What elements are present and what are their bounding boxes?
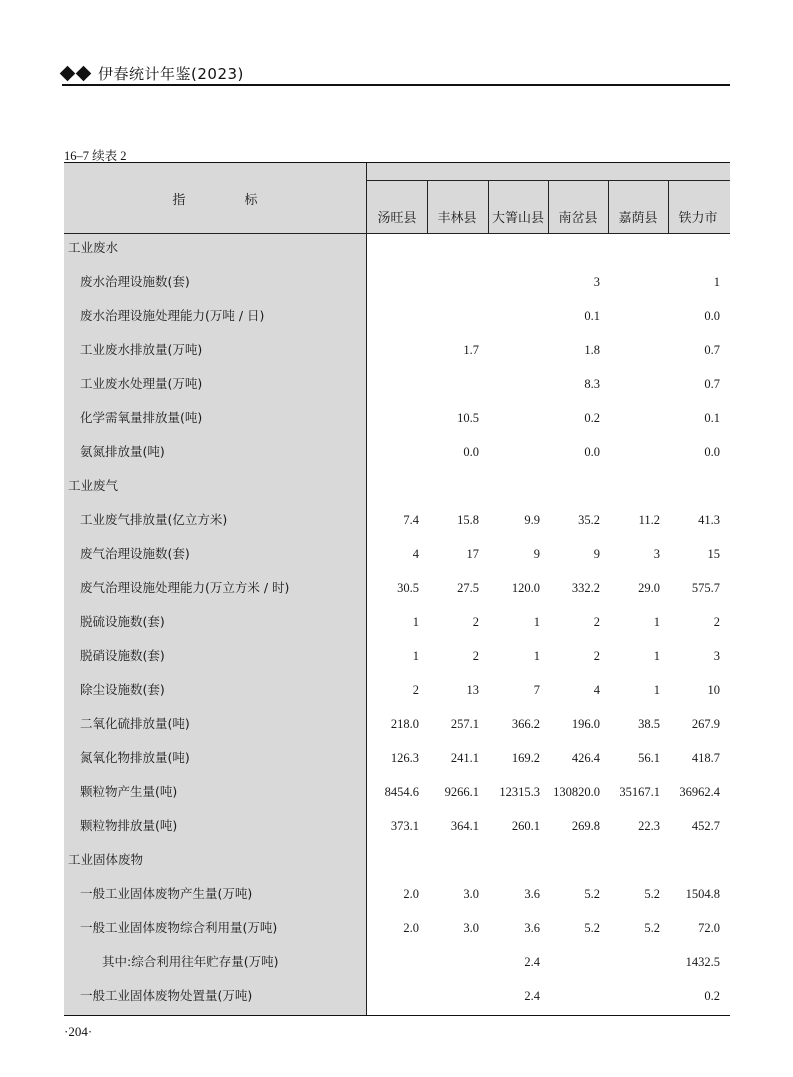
cell-value (427, 265, 479, 299)
cell-value (367, 979, 419, 1013)
cell-value: 2.4 (524, 989, 540, 1003)
diamond-icon (76, 65, 92, 81)
table-row (64, 367, 730, 401)
cell-value (608, 469, 660, 503)
indicator-label: 废水治理设施数(套) (80, 274, 190, 289)
cell-value (668, 843, 720, 877)
section-row (64, 469, 730, 503)
cell-value: 3.6 (524, 887, 540, 901)
cell-value: 12315.3 (499, 785, 540, 799)
cell-value: 3 (713, 649, 720, 663)
section-label: 工业固体废物 (68, 852, 144, 867)
cell-value: 72.0 (698, 921, 720, 935)
cell-value (488, 435, 540, 469)
cell-value: 1 (653, 615, 660, 629)
cell-value: 2.4 (524, 955, 540, 969)
cell-value: 35167.1 (619, 785, 660, 799)
indicator-label: 二氧化硫排放量(吨) (80, 716, 190, 731)
cell-value: 1504.8 (685, 887, 720, 901)
cell-value: 5.2 (584, 921, 600, 935)
column-header: 南岔县 (558, 210, 598, 226)
cell-value: 0.1 (584, 309, 600, 323)
cell-value (367, 401, 419, 435)
table-row (64, 673, 730, 707)
indicator-label: 氨氮排放量(吨) (80, 444, 165, 459)
table-row (64, 809, 730, 843)
table-row (64, 503, 730, 537)
cell-value: 29.0 (638, 581, 660, 595)
indicator-label: 工业废水处理量(万吨) (80, 376, 203, 391)
cell-value: 269.8 (571, 819, 600, 833)
cell-value: 5.2 (644, 921, 660, 935)
cell-value: 9266.1 (444, 785, 479, 799)
cell-value (427, 367, 479, 401)
indicator-label: 颗粒物产生量(吨) (80, 784, 178, 799)
cell-value: 1 (412, 615, 419, 629)
column-header: 汤旺县 (377, 210, 417, 226)
table-row (64, 265, 730, 299)
cell-value (427, 979, 479, 1013)
column-divider (668, 180, 669, 233)
cell-value: 2 (472, 649, 479, 663)
cell-value: 257.1 (450, 717, 479, 731)
cell-value (608, 435, 660, 469)
cell-value: 1.7 (463, 343, 479, 357)
table-row (64, 537, 730, 571)
cell-value (608, 401, 660, 435)
cell-value: 1 (653, 683, 660, 697)
cell-value (548, 469, 600, 503)
cell-value: 36962.4 (679, 785, 720, 799)
cell-value: 260.1 (511, 819, 540, 833)
cell-value: 8454.6 (384, 785, 419, 799)
cell-value: 3 (593, 275, 600, 289)
cell-value: 56.1 (638, 751, 660, 765)
cell-value: 41.3 (698, 513, 720, 527)
table-row (64, 911, 730, 945)
cell-value (367, 333, 419, 367)
cell-value (668, 231, 720, 265)
cell-value (608, 231, 660, 265)
cell-value: 0.0 (704, 445, 720, 459)
cell-value (488, 299, 540, 333)
cell-value (608, 979, 660, 1013)
column-divider (548, 180, 549, 233)
cell-value: 27.5 (457, 581, 479, 595)
cell-value: 1 (653, 649, 660, 663)
cell-value: 35.2 (578, 513, 600, 527)
cell-value: 0.1 (704, 411, 720, 425)
cell-value: 13 (466, 683, 479, 697)
cell-value: 1 (533, 615, 540, 629)
table-row (64, 571, 730, 605)
running-header (62, 62, 244, 84)
cell-value (488, 333, 540, 367)
column-header: 丰林县 (437, 210, 477, 226)
section-row (64, 843, 730, 877)
cell-value: 7 (533, 683, 540, 697)
cell-value (548, 979, 600, 1013)
cell-value: 0.7 (704, 377, 720, 391)
cell-value: 9.9 (524, 513, 540, 527)
cell-value (548, 231, 600, 265)
cell-value (367, 231, 419, 265)
cell-value (668, 469, 720, 503)
indicator-label: 废气治理设施处理能力(万立方米 / 时) (80, 580, 290, 595)
cell-value: 2 (472, 615, 479, 629)
cell-value: 0.0 (584, 445, 600, 459)
cell-value: 0.2 (704, 989, 720, 1003)
cell-value (488, 265, 540, 299)
cell-value (608, 265, 660, 299)
cell-value (608, 299, 660, 333)
indicator-label: 一般工业固体废物综合利用量(万吨) (80, 920, 278, 935)
cell-value: 8.3 (584, 377, 600, 391)
cell-value: 7.4 (403, 513, 419, 527)
cell-value (548, 945, 600, 979)
indicator-label: 一般工业固体废物产生量(万吨) (80, 886, 253, 901)
cell-value: 2.0 (403, 887, 419, 901)
column-header: 大箐山县 (491, 210, 544, 226)
table-caption: 16–7 续表 2 (64, 149, 127, 163)
cell-value: 30.5 (397, 581, 419, 595)
cell-value: 130820.0 (553, 785, 600, 799)
cell-value (427, 231, 479, 265)
indicator-label: 脱硫设施数(套) (80, 614, 165, 629)
cell-value (367, 843, 419, 877)
cell-value: 1.8 (584, 343, 600, 357)
cell-value: 169.2 (511, 751, 540, 765)
table-row (64, 945, 730, 979)
cell-value: 0.7 (704, 343, 720, 357)
indicator-label: 其中:综合利用往年贮存量(万吨) (102, 954, 279, 969)
section-label: 工业废水 (68, 240, 119, 255)
cell-value (367, 367, 419, 401)
indicator-label: 颗粒物排放量(吨) (80, 818, 178, 833)
cell-value (427, 945, 479, 979)
cell-value (367, 945, 419, 979)
cell-value: 2 (593, 649, 600, 663)
cell-value: 1432.5 (685, 955, 720, 969)
table-row (64, 435, 730, 469)
cell-value (427, 843, 479, 877)
cell-value: 9 (593, 547, 600, 561)
table-row (64, 979, 730, 1013)
cell-value: 218.0 (390, 717, 419, 731)
cell-value: 120.0 (511, 581, 540, 595)
table-row (64, 401, 730, 435)
cell-value: 332.2 (571, 581, 600, 595)
cell-value: 0.2 (584, 411, 600, 425)
cell-value (367, 469, 419, 503)
table-row (64, 333, 730, 367)
cell-value: 15 (707, 547, 720, 561)
table-row (64, 299, 730, 333)
cell-value: 2 (412, 683, 419, 697)
cell-value (488, 469, 540, 503)
cell-value: 17 (466, 547, 479, 561)
cell-value: 2.0 (403, 921, 419, 935)
indicator-label: 脱硝设施数(套) (80, 648, 165, 663)
cell-value: 10.5 (457, 411, 479, 425)
indicator-label: 废气治理设施数(套) (80, 546, 190, 561)
column-divider (427, 180, 428, 233)
cell-value: 1 (412, 649, 419, 663)
cell-value: 418.7 (691, 751, 720, 765)
indicator-label: 除尘设施数(套) (80, 682, 165, 697)
cell-value: 126.3 (390, 751, 419, 765)
cell-value: 452.7 (691, 819, 720, 833)
cell-value: 366.2 (511, 717, 540, 731)
header-rule (62, 84, 730, 86)
table-row (64, 605, 730, 639)
section-label: 工业废气 (68, 478, 119, 493)
cell-value: 0.0 (463, 445, 479, 459)
cell-value: 4 (412, 547, 419, 561)
indicator-label: 废水治理设施处理能力(万吨 / 日) (80, 308, 265, 323)
indicator-label: 氮氧化物排放量(吨) (80, 750, 190, 765)
cell-value (548, 843, 600, 877)
page-number: ·204· (64, 1024, 93, 1039)
cell-value: 373.1 (390, 819, 419, 833)
cell-value: 3 (653, 547, 660, 561)
table-row (64, 877, 730, 911)
yearbook-title: 伊春统计年鉴(2023) (98, 64, 244, 83)
column-header: 铁力市 (678, 210, 718, 226)
cell-value: 267.9 (691, 717, 720, 731)
cell-value: 5.2 (644, 887, 660, 901)
cell-value (427, 469, 479, 503)
indicator-label: 工业废气排放量(亿立方米) (80, 512, 228, 527)
cell-value (488, 401, 540, 435)
column-divider (488, 180, 489, 233)
cell-value: 11.2 (638, 513, 660, 527)
cell-value (488, 367, 540, 401)
indicator-header: 指 标 (172, 193, 258, 208)
column-header: 嘉荫县 (618, 210, 658, 226)
section-row (64, 231, 730, 265)
statistics-table (64, 162, 730, 1016)
cell-value: 9 (533, 547, 540, 561)
cell-value: 241.1 (450, 751, 479, 765)
cell-value: 1 (713, 275, 720, 289)
cell-value: 2 (713, 615, 720, 629)
column-divider (608, 180, 609, 233)
cell-value: 22.3 (638, 819, 660, 833)
cell-value: 575.7 (691, 581, 720, 595)
cell-value: 2 (593, 615, 600, 629)
cell-value: 3.6 (524, 921, 540, 935)
cell-value (608, 843, 660, 877)
cell-value: 4 (593, 683, 600, 697)
diamond-icon (60, 65, 76, 81)
cell-value: 3.0 (463, 887, 479, 901)
indicator-label: 化学需氧量排放量(吨) (80, 410, 203, 425)
indicator-label: 工业废水排放量(万吨) (80, 342, 203, 357)
cell-value: 364.1 (450, 819, 479, 833)
cell-value (427, 299, 479, 333)
table-row (64, 741, 730, 775)
table-row (64, 639, 730, 673)
cell-value: 38.5 (638, 717, 660, 731)
cell-value (488, 843, 540, 877)
cell-value (608, 367, 660, 401)
cell-value (367, 265, 419, 299)
cell-value (608, 333, 660, 367)
cell-value: 1 (533, 649, 540, 663)
cell-value: 15.8 (457, 513, 479, 527)
cell-value: 426.4 (571, 751, 600, 765)
cell-value (608, 945, 660, 979)
cell-value: 0.0 (704, 309, 720, 323)
table-row (64, 775, 730, 809)
cell-value (367, 435, 419, 469)
table-row (64, 707, 730, 741)
cell-value (488, 231, 540, 265)
cell-value: 5.2 (584, 887, 600, 901)
cell-value (367, 299, 419, 333)
cell-value: 10 (707, 683, 720, 697)
cell-value: 196.0 (571, 717, 600, 731)
cell-value: 3.0 (463, 921, 479, 935)
indicator-label: 一般工业固体废物处置量(万吨) (80, 988, 253, 1003)
